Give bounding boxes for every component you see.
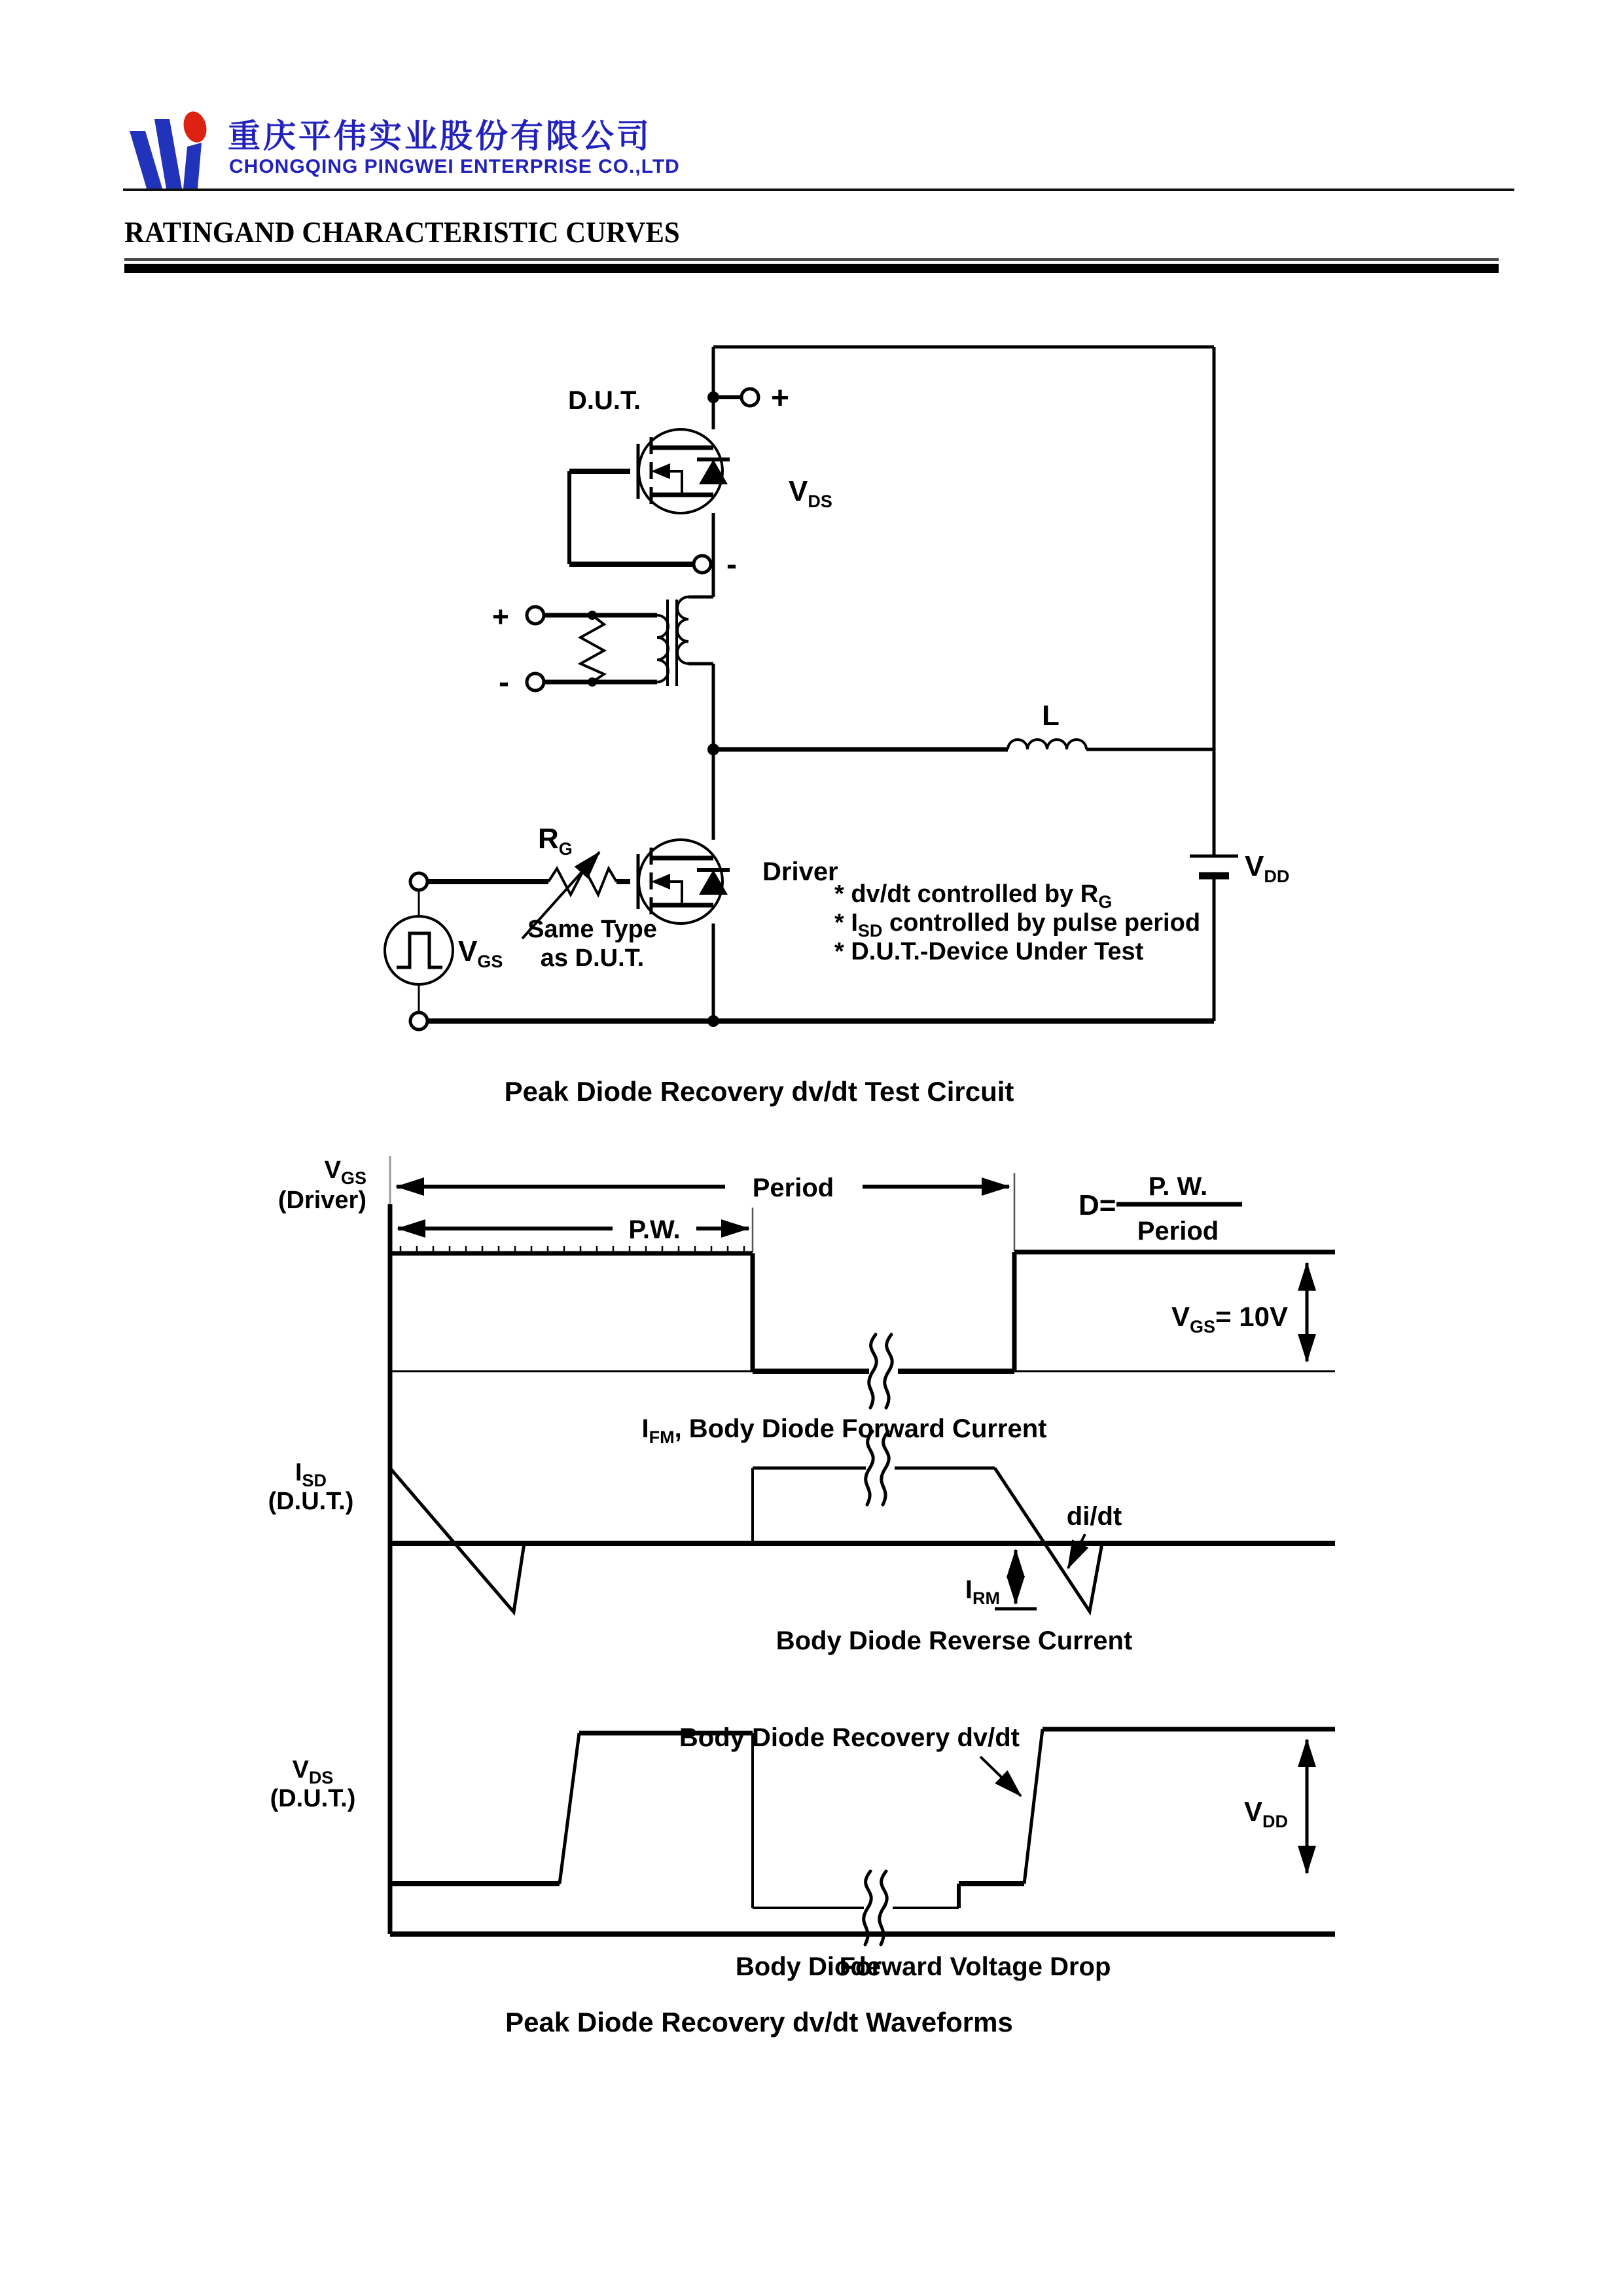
junction-dot bbox=[707, 1015, 719, 1027]
duty-formula bbox=[1079, 1172, 1242, 1246]
driver-label: Driver bbox=[762, 857, 838, 886]
isd-axis-label: $I_{SD}$ bbox=[294, 1459, 327, 1490]
body-diode-label: Body Diode bbox=[735, 1952, 882, 1981]
xf-plus-label: + bbox=[492, 601, 509, 633]
ifm-label: $I_{FM}$, Body Diode Forward Current bbox=[641, 1414, 1047, 1447]
dut-label: D.U.T. bbox=[568, 386, 641, 415]
fwd-drop-label: Forward Voltage Drop bbox=[839, 1952, 1111, 1981]
inductor-label: L bbox=[1042, 700, 1060, 732]
same-type-line2: as D.U.T. bbox=[540, 944, 645, 972]
didt-label: di/dt bbox=[1066, 1502, 1122, 1531]
junction-dot bbox=[707, 391, 719, 403]
pw-label: P.W. bbox=[628, 1215, 681, 1244]
plus-terminal bbox=[741, 389, 758, 406]
waveforms-caption: Peak Diode Recovery dv/dt Waveforms bbox=[505, 2007, 1013, 2037]
vds-trace bbox=[390, 1729, 1335, 1945]
junction-dot bbox=[707, 744, 719, 755]
vgs-trace bbox=[390, 1173, 1335, 1408]
recovery-dvdt-label: Body Diode Recovery dv/dt bbox=[679, 1723, 1020, 1752]
vgs-pulse-source bbox=[385, 890, 453, 1030]
gate-transformer bbox=[492, 597, 713, 700]
vgs-level-label: $V_{GS}= 10V$ bbox=[1171, 1301, 1288, 1336]
vdd-label: $V_{DD}$ bbox=[1245, 850, 1290, 886]
test-circuit-diagram bbox=[385, 347, 1289, 1107]
note-dut: * D.U.T.-Device Under Test bbox=[834, 938, 1144, 965]
dut-mosfet-symbol bbox=[638, 429, 730, 513]
duty-lhs: D= bbox=[1079, 1189, 1116, 1221]
circuit-caption: Peak Diode Recovery dv/dt Test Circuit bbox=[504, 1076, 1014, 1107]
company-name-cn: 重庆平伟实业股份有限公司 bbox=[228, 117, 652, 155]
xf-minus-label: - bbox=[499, 665, 509, 700]
waveform-diagram bbox=[268, 1156, 1335, 2037]
driver-mosfet-symbol bbox=[638, 840, 730, 924]
didt-arrow bbox=[1068, 1534, 1085, 1568]
plus-terminal-label: + bbox=[771, 381, 790, 416]
vds-axis-paren: (D.U.T.) bbox=[270, 1785, 356, 1812]
note-dvdt: * dv/dt controlled by $R_G$ bbox=[834, 880, 1113, 912]
duty-denominator: Period bbox=[1137, 1217, 1219, 1246]
company-name-en: CHONGQING PINGWEI ENTERPRISE CO.,LTD bbox=[229, 156, 680, 177]
recovery-arrow bbox=[980, 1757, 1021, 1796]
vdd-level-label: $V_{DD}$ bbox=[1243, 1796, 1288, 1831]
same-type-line1: Same Type bbox=[527, 916, 657, 943]
isd-trace bbox=[390, 1431, 1335, 1612]
vds-axis-label: $V_{DS}$ bbox=[292, 1756, 334, 1787]
inductor-coil bbox=[1008, 740, 1086, 749]
vgs-axis-paren: (Driver) bbox=[277, 1187, 366, 1214]
isd-axis-paren: (D.U.T.) bbox=[268, 1488, 354, 1515]
minus-terminal bbox=[694, 556, 711, 573]
vgs-axis-label: $V_{GS}$ bbox=[324, 1157, 366, 1188]
reverse-current-label: Body Diode Reverse Current bbox=[776, 1626, 1133, 1655]
note-isd: * $I_{SD}$ controlled by pulse period bbox=[834, 909, 1201, 941]
rg-label: $R_G$ bbox=[538, 823, 573, 859]
minus-terminal-label: - bbox=[726, 547, 737, 582]
period-label: Period bbox=[752, 1174, 834, 1202]
vgs-source-label: $V_{GS}$ bbox=[458, 935, 503, 971]
section-title: RATINGAND CHARACTERISTIC CURVES bbox=[124, 215, 680, 249]
vds-label: $V_{DS}$ bbox=[789, 475, 832, 511]
circuit-notes bbox=[834, 880, 1200, 965]
irm-label: $I_{RM}$ bbox=[965, 1575, 1000, 1608]
vdd-battery bbox=[1190, 856, 1238, 876]
duty-numerator: P. W. bbox=[1148, 1172, 1208, 1201]
